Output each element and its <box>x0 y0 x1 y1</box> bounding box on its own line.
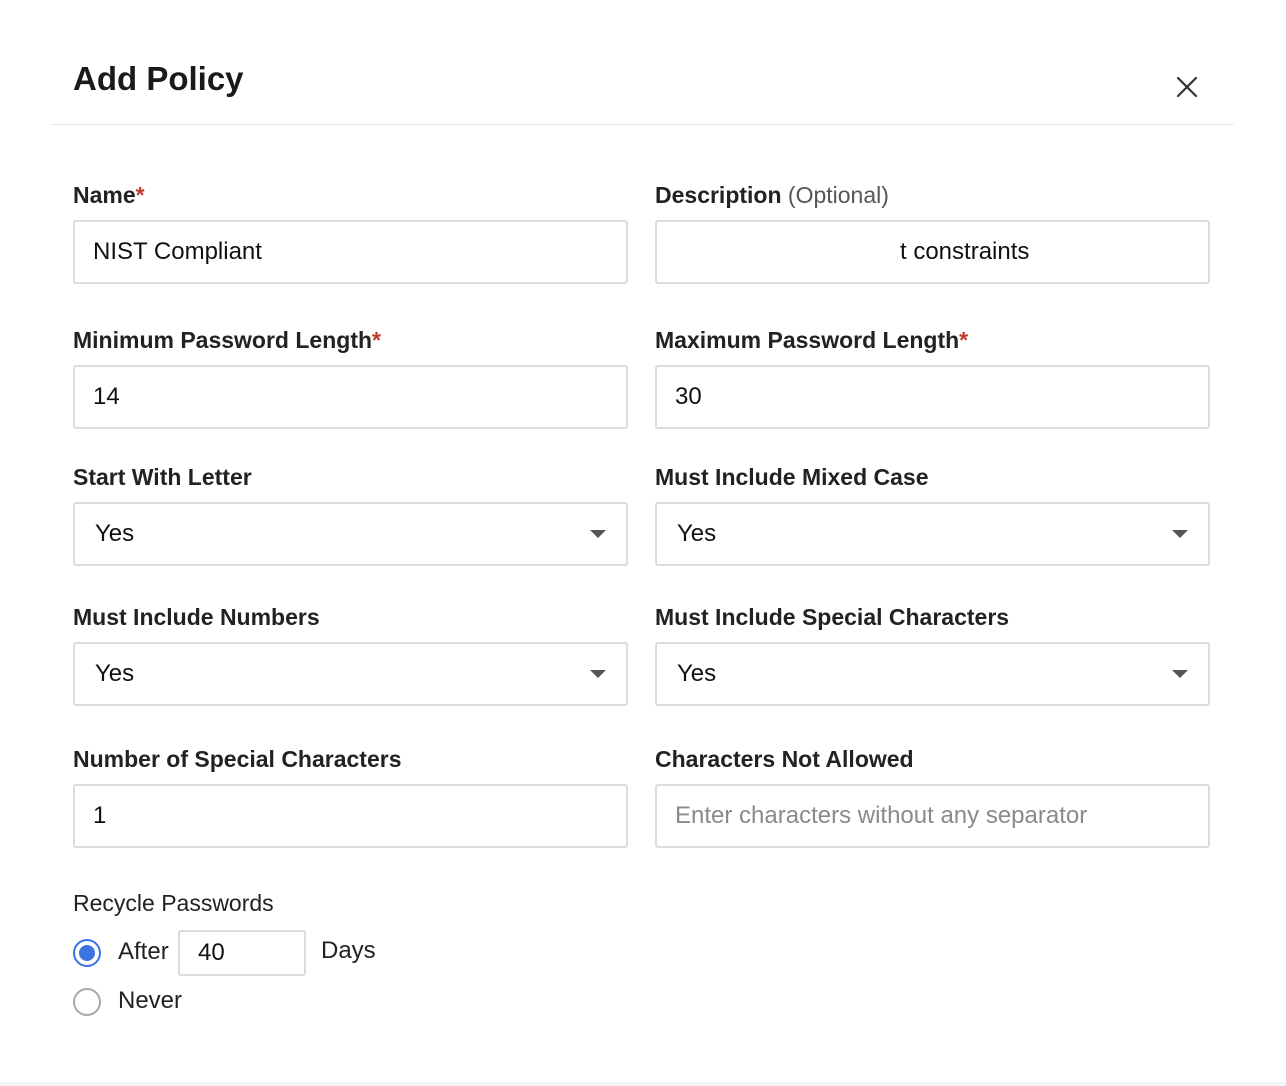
start-with-letter-value: Yes <box>95 520 135 547</box>
close-icon <box>1176 76 1198 98</box>
recycle-passwords-label: Recycle Passwords <box>73 890 274 916</box>
dialog-title: Add Policy <box>73 60 244 97</box>
chevron-down-icon <box>1172 530 1188 538</box>
description-label-text: Description <box>655 182 782 208</box>
mixed-case-value: Yes <box>677 520 717 547</box>
recycle-after-option[interactable] <box>73 939 101 967</box>
chevron-down-icon <box>590 530 606 538</box>
min-length-label <box>73 327 381 354</box>
close-button[interactable] <box>1169 69 1205 105</box>
recycle-days-input[interactable] <box>178 930 306 976</box>
footer-divider <box>0 1082 1286 1086</box>
description-optional-text: (Optional) <box>787 182 889 208</box>
min-length-required-mark: * <box>372 327 381 353</box>
recycle-never-radio[interactable] <box>73 988 101 1016</box>
mixed-case-select[interactable] <box>655 502 1210 566</box>
chevron-down-icon <box>590 670 606 678</box>
name-required-mark: * <box>135 182 145 208</box>
chevron-down-icon <box>1172 670 1188 678</box>
max-length-label <box>655 327 968 354</box>
description-label <box>655 182 889 209</box>
recycle-after-label: After <box>118 938 169 965</box>
description-input[interactable] <box>655 220 1210 284</box>
name-label-text: Name <box>73 182 136 208</box>
header-divider <box>50 124 1234 125</box>
mixed-case-label: Must Include Mixed Case <box>655 464 929 490</box>
recycle-days-label: Days <box>321 937 376 964</box>
description-input-value: t constraints <box>900 238 1030 265</box>
max-length-required-mark: * <box>959 327 969 353</box>
radio-selected-dot <box>79 945 95 961</box>
special-chars-select[interactable] <box>655 642 1210 706</box>
start-with-letter-select[interactable] <box>73 502 628 566</box>
recycle-never-label: Never <box>118 987 183 1014</box>
special-chars-value: Yes <box>677 660 717 687</box>
min-length-label-text: Minimum Password Length <box>73 327 373 353</box>
numbers-select[interactable] <box>73 642 628 706</box>
chars-not-allowed-input[interactable] <box>655 784 1210 848</box>
name-label <box>73 182 145 209</box>
max-length-label-text: Maximum Password Length <box>655 327 960 353</box>
numbers-label: Must Include Numbers <box>73 604 320 630</box>
start-with-letter-label: Start With Letter <box>73 464 252 490</box>
special-chars-label: Must Include Special Characters <box>655 604 1010 630</box>
recycle-never-option[interactable] <box>73 988 101 1016</box>
chars-not-allowed-label: Characters Not Allowed <box>655 746 914 772</box>
min-length-input[interactable] <box>73 365 628 429</box>
num-special-chars-input[interactable] <box>73 784 628 848</box>
name-input[interactable] <box>73 220 628 284</box>
num-special-chars-label: Number of Special Characters <box>73 746 402 772</box>
max-length-input[interactable] <box>655 365 1210 429</box>
recycle-after-radio[interactable] <box>73 939 101 967</box>
numbers-value: Yes <box>95 660 135 687</box>
